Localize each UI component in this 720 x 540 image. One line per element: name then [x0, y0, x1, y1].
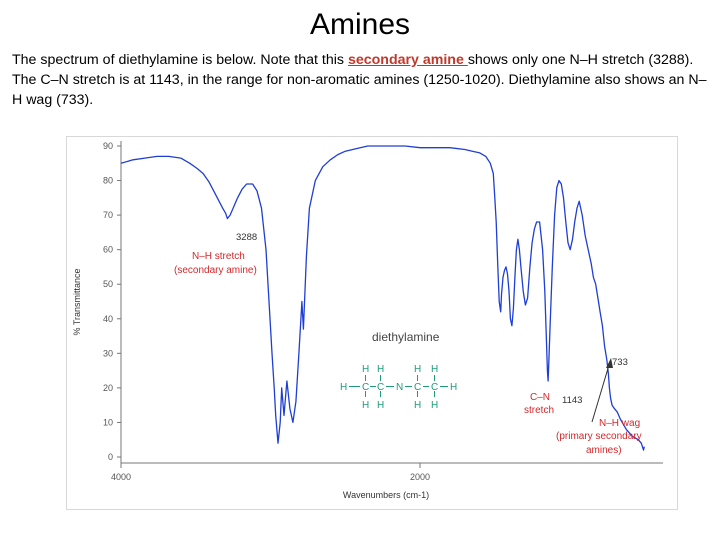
desc-text-1: The spectrum of diethylamine is below. Note that this: [12, 52, 348, 68]
cn-peak-label: 1143: [562, 395, 583, 406]
y-tick-label: 30: [102, 348, 113, 359]
nh-peak-label: 3288: [236, 232, 258, 243]
x-tick-label: 2000: [409, 472, 431, 482]
y-ticks: [103, 141, 121, 462]
atom-n: N: [396, 382, 404, 393]
atom-h: H: [377, 400, 385, 411]
x-ticks: [111, 463, 430, 482]
x-axis-label: Wavenumbers (cm-1): [342, 490, 430, 500]
atom-c: C: [431, 382, 439, 393]
atom-h: H: [362, 364, 370, 375]
y-tick-label: 90: [102, 141, 113, 151]
atom-h: H: [414, 364, 422, 375]
atom-c: C: [362, 382, 370, 393]
desc-text-2: shows only one N–H stretch (3288). The C–N stretch is at 1143, in the range for non-aromatic amines (1250-1020). Diethylamine also shows an N–H wag (733).: [12, 52, 707, 108]
diethylamine-structure: [340, 364, 457, 411]
atom-h: H: [431, 400, 439, 411]
y-tick-label: 40: [102, 313, 113, 324]
atom-h: H: [377, 364, 385, 375]
desc-highlight-secondary-amine: secondary amine: [347, 52, 468, 68]
compound-label: diethylamine: [372, 330, 440, 344]
atom-c: C: [377, 382, 385, 393]
structure-row-2: [340, 382, 457, 393]
atom-h: H: [431, 364, 439, 375]
cn-stretch-sublabel: stretch: [524, 405, 555, 416]
slide-description: [12, 50, 712, 110]
atom-c: C: [414, 382, 422, 393]
nh-wag-peak-label: 733: [612, 357, 628, 368]
chart-axes: [121, 141, 663, 463]
structure-row-1: [362, 364, 438, 375]
nh-stretch-sublabel: (secondary amine): [174, 265, 257, 276]
nh-wag-label: N–H wag: [599, 418, 641, 429]
atom-h: H: [362, 400, 370, 411]
nh-wag-sublabel-1: (primary secondary: [556, 431, 642, 442]
structure-row-3: [362, 400, 438, 411]
y-tick-label: 60: [102, 244, 113, 255]
ir-spectrum-chart: [66, 136, 678, 510]
y-tick-label: 0: [107, 452, 113, 462]
x-tick-label: 4000: [110, 472, 132, 482]
y-tick-label: 50: [102, 279, 113, 290]
nh-wag-sublabel-2: amines): [586, 445, 622, 456]
y-tick-label: 20: [102, 382, 113, 393]
y-axis-label: % Transmittance: [72, 268, 82, 336]
y-tick-label: 70: [102, 210, 113, 221]
atom-h: H: [340, 382, 348, 393]
y-tick-label: 80: [102, 175, 113, 186]
atom-h: H: [450, 382, 458, 393]
cn-stretch-label: C–N: [530, 392, 551, 403]
slide-title: Amines: [309, 8, 411, 41]
y-tick-label: 10: [102, 417, 113, 428]
nh-stretch-label: N–H stretch: [192, 251, 245, 262]
arrow-shaft: [592, 365, 609, 422]
atom-h: H: [414, 400, 422, 411]
